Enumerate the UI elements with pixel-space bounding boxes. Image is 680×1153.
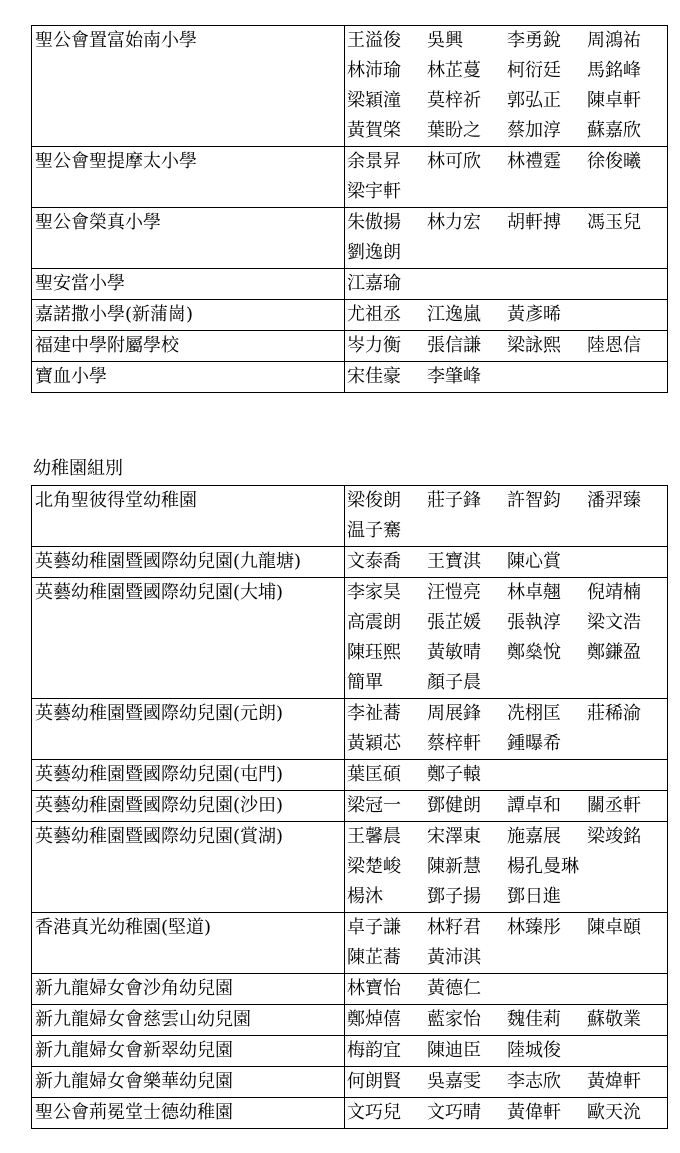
student-names-line: [347, 913, 667, 943]
student-name: 宋佳豪: [347, 366, 401, 387]
student-name: 許智鈞: [507, 490, 561, 511]
student-names-cell: [345, 1098, 668, 1129]
student-name: 王溢俊: [347, 30, 401, 51]
student-name: 黃敏晴: [427, 642, 481, 663]
table-row: [32, 1098, 668, 1129]
student-name: 楊沐: [347, 886, 383, 907]
student-name: 林可欣: [427, 151, 481, 172]
student-name: 文巧兒: [347, 1102, 401, 1123]
student-name: 黃德仁: [427, 978, 481, 999]
student-name: 林籽君: [427, 917, 481, 938]
student-name: 梁宇軒: [347, 181, 401, 202]
student-names-cell: [345, 147, 668, 208]
school-name-cell: 聖公會榮真小學: [32, 208, 345, 269]
school-name-cell: 寶血小學: [32, 362, 345, 393]
student-name: 陳迪臣: [427, 1040, 481, 1061]
student-names-cell: [345, 208, 668, 269]
student-name: 黃穎芯: [347, 733, 401, 754]
student-names-cell: [345, 913, 668, 974]
student-name: 李祉蕎: [347, 703, 401, 724]
student-names-line: [347, 699, 667, 729]
student-names-line: [347, 269, 667, 299]
student-name: 黃沛淇: [427, 947, 481, 968]
student-names-cell: [345, 760, 668, 791]
school-name-cell: 聖安當小學: [32, 269, 345, 300]
table-row: [32, 578, 668, 699]
primary-school-table: [31, 25, 668, 393]
student-name: 鄧子揚: [427, 886, 481, 907]
school-name-cell: 新九龍婦女會樂華幼兒園: [32, 1067, 345, 1098]
student-name: 鄭鎌盈: [587, 642, 641, 663]
student-name: 岑力衡: [347, 335, 401, 356]
student-name: 李家昊: [347, 582, 401, 603]
student-name: 倪靖楠: [587, 582, 641, 603]
table-row: [32, 1036, 668, 1067]
table-row: [32, 331, 668, 362]
student-names-line: [347, 852, 667, 882]
student-names-cell: [345, 578, 668, 699]
student-name: 梁冠一: [347, 795, 401, 816]
student-name: 歐天沇: [587, 1102, 641, 1123]
school-name-cell: 新九龍婦女會新翠幼兒園: [32, 1036, 345, 1067]
student-name: 蘇嘉欣: [587, 120, 641, 141]
table-row: [32, 791, 668, 822]
school-name-cell: 英藝幼稚園暨國際幼兒園(屯門): [32, 760, 345, 791]
student-name: 顏子晨: [427, 672, 481, 693]
student-name: 李勇銳: [507, 30, 561, 51]
kindergarten-section-heading: 幼稚園組別: [33, 458, 123, 479]
student-name: 冼栩匡: [507, 703, 561, 724]
student-names-line: [347, 729, 667, 759]
student-name: 梁竣銘: [587, 826, 641, 847]
student-names-cell: [345, 331, 668, 362]
student-names-line: [347, 608, 667, 638]
table-row: [32, 362, 668, 393]
student-name: 鄭焯僖: [347, 1009, 401, 1030]
student-names-line: [347, 486, 667, 516]
student-name: 朱傲揚: [347, 212, 401, 233]
student-name: 鄭子轅: [427, 764, 481, 785]
table-row: [32, 913, 668, 974]
student-names-cell: [345, 1005, 668, 1036]
student-name: 馮玉兒: [587, 212, 641, 233]
student-name: 梁穎潼: [347, 90, 401, 111]
student-name: 陳新慧: [427, 856, 481, 877]
student-name: 陳芷蕎: [347, 947, 401, 968]
student-name: 莫梓祈: [427, 90, 481, 111]
student-name: 王寶淇: [427, 551, 481, 572]
student-name: 張執淳: [507, 612, 561, 633]
student-name: 李志欣: [507, 1071, 561, 1092]
school-name-cell: 英藝幼稚園暨國際幼兒園(沙田): [32, 791, 345, 822]
student-names-line: [347, 822, 667, 852]
student-name: 鍾曝希: [507, 733, 561, 754]
student-names-line: [347, 331, 667, 361]
student-names-line: [347, 516, 667, 546]
table-row: [32, 1005, 668, 1036]
student-name: 葉匡碩: [347, 764, 401, 785]
student-names-cell: [345, 974, 668, 1005]
student-name: 林力宏: [427, 212, 481, 233]
student-names-line: [347, 791, 667, 821]
student-name: 林卓翹: [507, 582, 561, 603]
student-name: 温子騫: [347, 520, 401, 541]
student-names-cell: [345, 547, 668, 578]
student-names-line: [347, 116, 667, 146]
student-name: 張芷媛: [427, 612, 481, 633]
student-name: 陳卓頤: [587, 917, 641, 938]
student-name: 周鴻祐: [587, 30, 641, 51]
student-name: 張信謙: [427, 335, 481, 356]
student-name: 鄧健朗: [427, 795, 481, 816]
student-names-cell: [345, 822, 668, 913]
student-name: 宋澤東: [427, 826, 481, 847]
student-name: 陳珏熙: [347, 642, 401, 663]
school-name-cell: 北角聖彼得堂幼稚園: [32, 486, 345, 547]
student-name: 江逸嵐: [427, 304, 481, 325]
student-names-line: [347, 238, 667, 268]
student-names-line: [347, 638, 667, 668]
student-name: 林芷蔓: [427, 60, 481, 81]
table-row: [32, 208, 668, 269]
student-names-line: [347, 147, 667, 177]
student-name: 楊孔曼琳: [507, 856, 579, 877]
student-name: 蔡梓軒: [427, 733, 481, 754]
student-names-line: [347, 26, 667, 56]
student-name: 梁楚峻: [347, 856, 401, 877]
student-name: 卓子謙: [347, 917, 401, 938]
student-name: 陸恩信: [587, 335, 641, 356]
student-name: 胡軒搏: [507, 212, 561, 233]
student-names-line: [347, 547, 667, 577]
student-name: 蘇敬業: [587, 1009, 641, 1030]
student-name: 高震朗: [347, 612, 401, 633]
student-names-line: [347, 882, 667, 912]
student-name: 周展鋒: [427, 703, 481, 724]
student-name: 譚卓和: [507, 795, 561, 816]
kindergarten-table: [31, 485, 668, 1129]
student-name: 鄧日進: [507, 886, 561, 907]
table-row: [32, 974, 668, 1005]
student-names-line: [347, 974, 667, 1004]
student-names-line: [347, 760, 667, 790]
school-name-cell: 英藝幼稚園暨國際幼兒園(大埔): [32, 578, 345, 699]
student-name: 黃煒軒: [587, 1071, 641, 1092]
student-name: 劉逸朗: [347, 242, 401, 263]
student-names-cell: [345, 362, 668, 393]
student-names-cell: [345, 300, 668, 331]
student-names-line: [347, 943, 667, 973]
school-name-cell: 香港真光幼稚園(堅道): [32, 913, 345, 974]
student-name: 陸城俊: [507, 1040, 561, 1061]
school-name-cell: 嘉諾撒小學(新蒲崗): [32, 300, 345, 331]
student-names-cell: [345, 1067, 668, 1098]
student-names-cell: [345, 791, 668, 822]
student-name: 王馨晨: [347, 826, 401, 847]
student-names-cell: [345, 269, 668, 300]
student-names-line: [347, 1005, 667, 1035]
student-names-cell: [345, 1036, 668, 1067]
student-name: 陳卓軒: [587, 90, 641, 111]
student-name: 林沛瑜: [347, 60, 401, 81]
student-name: 陳心賞: [507, 551, 561, 572]
student-name: 梁文浩: [587, 612, 641, 633]
student-names-line: [347, 1036, 667, 1066]
student-name: 馬銘峰: [587, 60, 641, 81]
school-name-cell: 英藝幼稚園暨國際幼兒園(賞湖): [32, 822, 345, 913]
student-name: 吳嘉雯: [427, 1071, 481, 1092]
student-names-line: [347, 208, 667, 238]
student-name: 江嘉瑜: [347, 273, 401, 294]
school-name-cell: 聖公會荊冕堂士德幼稚園: [32, 1098, 345, 1129]
student-name: 梅韵宜: [347, 1040, 401, 1061]
student-name: 莊子鋒: [427, 490, 481, 511]
table-row: [32, 486, 668, 547]
student-name: 林寶怡: [347, 978, 401, 999]
table-row: [32, 26, 668, 147]
table-row: [32, 760, 668, 791]
student-name: 林臻彤: [507, 917, 561, 938]
school-name-cell: 英藝幼稚園暨國際幼兒園(元朗): [32, 699, 345, 760]
student-name: 梁詠熙: [507, 335, 561, 356]
student-name: 黃彥晞: [507, 304, 561, 325]
student-name: 李肇峰: [427, 366, 481, 387]
student-name: 鄭燊悅: [507, 642, 561, 663]
student-names-cell: [345, 486, 668, 547]
student-name: 黃賀棨: [347, 120, 401, 141]
student-names-line: [347, 56, 667, 86]
student-name: 吳興: [427, 30, 463, 51]
student-name: 簡單: [347, 672, 383, 693]
student-name: 魏佳莉: [507, 1009, 561, 1030]
student-name: 文泰喬: [347, 551, 401, 572]
student-name: 汪愷亮: [427, 582, 481, 603]
school-name-cell: 福建中學附屬學校: [32, 331, 345, 362]
school-name-cell: 新九龍婦女會慈雲山幼兒園: [32, 1005, 345, 1036]
student-name: 關丞軒: [587, 795, 641, 816]
student-name: 郭弘正: [507, 90, 561, 111]
table-row: [32, 300, 668, 331]
school-name-cell: 聖公會置富始南小學: [32, 26, 345, 147]
student-names-line: [347, 300, 667, 330]
student-name: 林禮霆: [507, 151, 561, 172]
student-names-line: [347, 1067, 667, 1097]
student-names-cell: [345, 699, 668, 760]
table-row: [32, 822, 668, 913]
student-name: 梁俊朗: [347, 490, 401, 511]
student-name: 余景昇: [347, 151, 401, 172]
school-name-cell: 聖公會聖提摩太小學: [32, 147, 345, 208]
student-names-cell: [345, 26, 668, 147]
student-name: 柯衍廷: [507, 60, 561, 81]
student-names-line: [347, 362, 667, 392]
student-name: 藍家怡: [427, 1009, 481, 1030]
table-row: [32, 269, 668, 300]
student-name: 徐俊曦: [587, 151, 641, 172]
student-names-line: [347, 1098, 667, 1128]
student-name: 潘羿臻: [587, 490, 641, 511]
table-row: [32, 699, 668, 760]
student-name: 施嘉展: [507, 826, 561, 847]
table-row: [32, 547, 668, 578]
student-name: 葉盼之: [427, 120, 481, 141]
student-names-line: [347, 578, 667, 608]
student-name: 蔡加淳: [507, 120, 561, 141]
student-name: 尤祖丞: [347, 304, 401, 325]
school-name-cell: 英藝幼稚園暨國際幼兒園(九龍塘): [32, 547, 345, 578]
school-name-cell: 新九龍婦女會沙角幼兒園: [32, 974, 345, 1005]
student-name: 文巧晴: [427, 1102, 481, 1123]
student-name: 何朗賢: [347, 1071, 401, 1092]
student-names-line: [347, 668, 667, 698]
student-name: 黃偉軒: [507, 1102, 561, 1123]
student-names-line: [347, 86, 667, 116]
student-names-line: [347, 177, 667, 207]
table-row: [32, 147, 668, 208]
student-name: 莊稀渝: [587, 703, 641, 724]
table-row: [32, 1067, 668, 1098]
